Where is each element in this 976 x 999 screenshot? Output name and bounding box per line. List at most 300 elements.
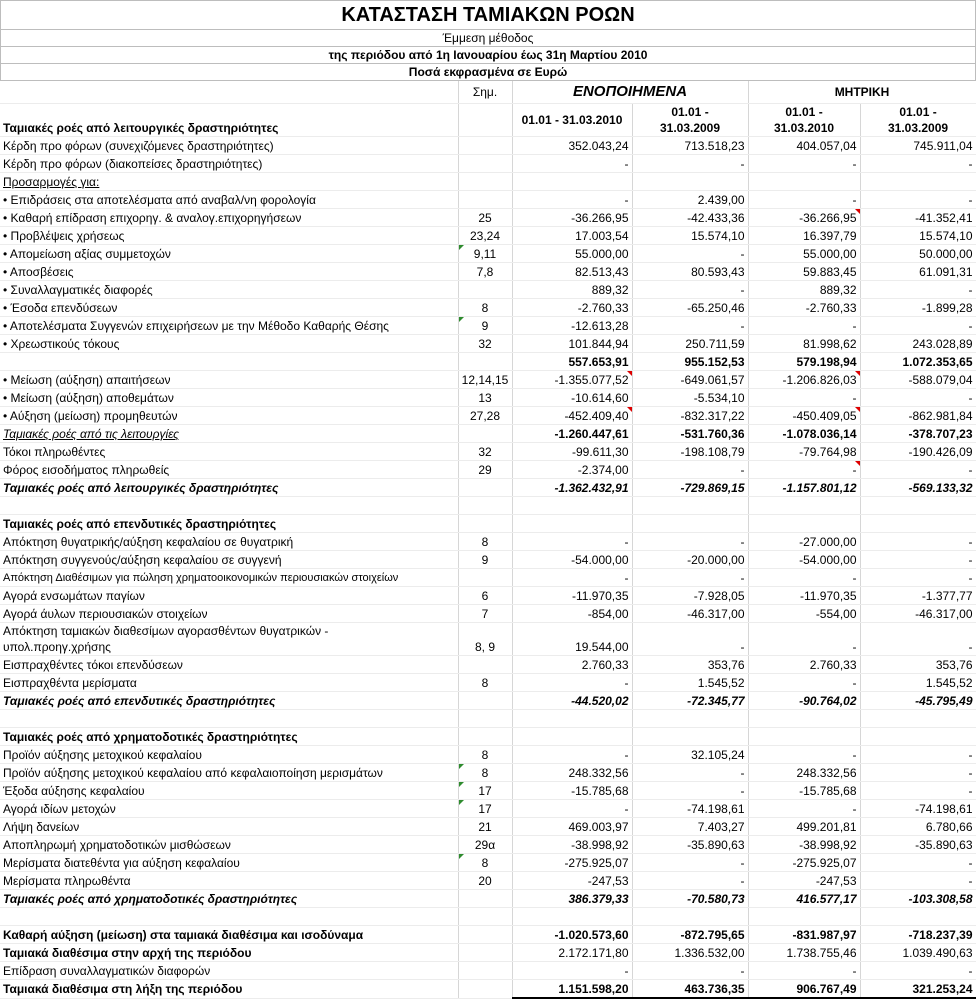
row-value-col1 (512, 728, 632, 746)
row-value-col4: -103.308,58 (860, 890, 976, 908)
row-value-col3: -15.785,68 (748, 782, 860, 800)
row-value-col1: -38.998,92 (512, 836, 632, 854)
row-value-col2: 713.518,23 (632, 137, 748, 155)
row-note (458, 479, 512, 497)
row-note (458, 656, 512, 674)
row-value-col1 (512, 710, 632, 728)
row-value-col3: -1.078.036,14 (748, 425, 860, 443)
row-note (458, 962, 512, 980)
row-value-col2: -531.760,36 (632, 425, 748, 443)
row-value-col2: -74.198,61 (632, 800, 748, 818)
table-row (0, 515, 976, 533)
row-value-col1: -1.260.447,61 (512, 425, 632, 443)
method-subtitle: Έμμεση μέθοδος (1, 30, 976, 47)
row-label: Απόκτηση θυγατρικής/αύξηση κεφαλαίου σε θυγατρική (0, 533, 458, 551)
table-row (0, 479, 976, 497)
row-value-col1: - (512, 569, 632, 587)
row-note (458, 497, 512, 515)
row-label (0, 908, 458, 926)
row-value-col3: - (748, 746, 860, 764)
row-value-col3: -27.000,00 (748, 533, 860, 551)
section-operating-header: Ταμιακές ροές από λειτουργικές δραστηριότητες (0, 104, 458, 137)
row-note: 7 (458, 605, 512, 623)
table-row (0, 371, 976, 389)
table-row (0, 551, 976, 569)
row-value-col2 (632, 728, 748, 746)
row-value-col2: 2.439,00 (632, 191, 748, 209)
table-row (0, 962, 976, 980)
row-value-col4: -46.317,00 (860, 605, 976, 623)
row-label: Κέρδη προ φόρων (διακοπείσες δραστηριότητες) (0, 155, 458, 173)
row-note: 32 (458, 335, 512, 353)
row-note: 13 (458, 389, 512, 407)
row-value-col4: - (860, 551, 976, 569)
row-value-col4 (860, 710, 976, 728)
table-row (0, 674, 976, 692)
row-value-col2: - (632, 872, 748, 890)
row-label: Ταμιακές ροές από χρηματοδοτικές δραστηριότητες (0, 728, 458, 746)
table-row (0, 872, 976, 890)
row-note: 9 (458, 317, 512, 335)
row-value-col2: -832.317,22 (632, 407, 748, 425)
row-value-col4 (860, 728, 976, 746)
table-row (0, 605, 976, 623)
row-value-col4: 745.911,04 (860, 137, 976, 155)
row-value-col4: - (860, 782, 976, 800)
row-value-col3: - (748, 461, 860, 479)
row-value-col2: 7.403,27 (632, 818, 748, 836)
row-value-col3: -36.266,95 (748, 209, 860, 227)
row-value-col1: 386.379,33 (512, 890, 632, 908)
row-value-col3: - (748, 800, 860, 818)
row-value-col2: - (632, 764, 748, 782)
row-value-col3: -275.925,07 (748, 854, 860, 872)
row-value-col4: 353,76 (860, 656, 976, 674)
row-value-col3: - (748, 962, 860, 980)
table-row (0, 800, 976, 818)
row-value-col3: 55.000,00 (748, 245, 860, 263)
row-note (458, 728, 512, 746)
row-value-col4: -74.198,61 (860, 800, 976, 818)
row-value-col2: - (632, 155, 748, 173)
row-label (0, 497, 458, 515)
row-label: Προσαρμογές για: (0, 173, 458, 191)
row-value-col3: 59.883,45 (748, 263, 860, 281)
row-value-col2: -872.795,65 (632, 926, 748, 944)
consolidated-header: ΕΝΟΠΟΙΗΜΕΝΑ (512, 81, 748, 104)
row-value-col2: 1.336.532,00 (632, 944, 748, 962)
row-note: 8 (458, 746, 512, 764)
row-value-col4: -569.133,32 (860, 479, 976, 497)
row-value-col4: -378.707,23 (860, 425, 976, 443)
row-value-col2: - (632, 533, 748, 551)
row-value-col3: - (748, 389, 860, 407)
row-value-col4: -588.079,04 (860, 371, 976, 389)
row-value-col1: -10.614,60 (512, 389, 632, 407)
row-value-col2: -35.890,63 (632, 836, 748, 854)
row-label: Αγορά ενσωμάτων παγίων (0, 587, 458, 605)
row-note: 20 (458, 872, 512, 890)
row-value-col3: -79.764,98 (748, 443, 860, 461)
row-value-col3: - (748, 317, 860, 335)
table-row (0, 155, 976, 173)
row-label: • Απομείωση αξίας συμμετοχών (0, 245, 458, 263)
table-row (0, 587, 976, 605)
report-header (0, 0, 976, 81)
row-note (458, 353, 512, 371)
row-label (0, 353, 458, 371)
row-note: 8 (458, 299, 512, 317)
row-value-col3 (748, 515, 860, 533)
row-value-col1: - (512, 674, 632, 692)
row-value-col1: - (512, 800, 632, 818)
row-value-col1: 82.513,43 (512, 263, 632, 281)
row-value-col2: 250.711,59 (632, 335, 748, 353)
row-value-col1: - (512, 962, 632, 980)
period-subtitle: της περιόδου από 1η Ιανουαρίου έως 31η Μαρτίου 2010 (1, 47, 976, 64)
row-value-col2: 463.736,35 (632, 980, 748, 999)
row-label: Ταμιακές ροές από λειτουργικές δραστηριότητες (0, 479, 458, 497)
row-label: • Μείωση (αύξηση) αποθεμάτων (0, 389, 458, 407)
row-value-col2: 1.545,52 (632, 674, 748, 692)
row-value-col4: - (860, 461, 976, 479)
table-row (0, 854, 976, 872)
row-value-col3 (748, 173, 860, 191)
row-note: 27,28 (458, 407, 512, 425)
row-value-col1: - (512, 746, 632, 764)
row-value-col2: -42.433,36 (632, 209, 748, 227)
row-value-col3: - (748, 674, 860, 692)
table-row (0, 335, 976, 353)
row-value-col2: - (632, 854, 748, 872)
row-note: 8 (458, 533, 512, 551)
row-value-col4: 243.028,89 (860, 335, 976, 353)
row-note: 23,24 (458, 227, 512, 245)
row-value-col1: -1.362.432,91 (512, 479, 632, 497)
row-value-col1: -452.409,40 (512, 407, 632, 425)
row-value-col2: 32.105,24 (632, 746, 748, 764)
row-value-col4: - (860, 764, 976, 782)
row-label: Απόκτηση Διαθέσιμων για πώληση χρηματοοικονομικών περιουσιακών στοιχείων (0, 569, 458, 587)
row-label: Τόκοι πληρωθέντες (0, 443, 458, 461)
row-value-col4: - (860, 872, 976, 890)
row-value-col3: - (748, 191, 860, 209)
row-label: Απόκτηση συγγενούς/αύξηση κεφαλαίου σε συγγενή (0, 551, 458, 569)
row-value-col4: -45.795,49 (860, 692, 976, 710)
table-row (0, 782, 976, 800)
row-note: 21 (458, 818, 512, 836)
row-note (458, 137, 512, 155)
row-value-col4: - (860, 389, 976, 407)
row-value-col1: -854,00 (512, 605, 632, 623)
row-value-col3: -38.998,92 (748, 836, 860, 854)
table-row (0, 926, 976, 944)
row-value-col4 (860, 908, 976, 926)
row-label: Ταμιακά διαθέσιμα στην αρχή της περιόδου (0, 944, 458, 962)
row-note: 9,11 (458, 245, 512, 263)
row-label: Μερίσματα πληρωθέντα (0, 872, 458, 890)
cash-flow-table (0, 81, 976, 999)
row-value-col2 (632, 908, 748, 926)
row-value-col1: 889,32 (512, 281, 632, 299)
row-value-col3: -90.764,02 (748, 692, 860, 710)
row-value-col1 (512, 497, 632, 515)
row-label: • Αποσβέσεις (0, 263, 458, 281)
row-value-col3 (748, 497, 860, 515)
row-value-col4: 50.000,00 (860, 245, 976, 263)
row-value-col3: -450.409,05 (748, 407, 860, 425)
row-note (458, 980, 512, 999)
row-value-col1: 1.151.598,20 (512, 980, 632, 999)
row-value-col4 (860, 497, 976, 515)
row-value-col1: -44.520,02 (512, 692, 632, 710)
row-value-col3: 81.998,62 (748, 335, 860, 353)
table-row (0, 836, 976, 854)
row-label: Ταμιακά διαθέσιμα στη λήξη της περιόδου (0, 980, 458, 999)
row-value-col3: 579.198,94 (748, 353, 860, 371)
row-value-col2: - (632, 623, 748, 656)
row-value-col2 (632, 515, 748, 533)
row-value-col1: -1.355.077,52 (512, 371, 632, 389)
row-label: Προϊόν αύξησης μετοχικού κεφαλαίου (0, 746, 458, 764)
row-value-col2: -65.250,46 (632, 299, 748, 317)
row-value-col3: - (748, 623, 860, 656)
row-note (458, 908, 512, 926)
row-note: 12,14,15 (458, 371, 512, 389)
row-value-col4: - (860, 746, 976, 764)
row-label: Απόκτηση ταμιακών διαθεσίμων αγορασθέντων θυγατρικών - υπολ.προηγ.χρήσης (0, 623, 458, 656)
row-value-col4: 61.091,31 (860, 263, 976, 281)
row-note: 8 (458, 854, 512, 872)
row-label: • Συναλλαγματικές διαφορές (0, 281, 458, 299)
row-note (458, 173, 512, 191)
row-value-col1: 19.544,00 (512, 623, 632, 656)
row-label: • Χρεωστικούς τόκους (0, 335, 458, 353)
row-value-col2 (632, 173, 748, 191)
row-value-col4: -1.899,28 (860, 299, 976, 317)
row-note: 8 (458, 674, 512, 692)
row-value-col3 (748, 710, 860, 728)
row-value-col3: 906.767,49 (748, 980, 860, 999)
row-value-col1: -54.000,00 (512, 551, 632, 569)
row-value-col3: 889,32 (748, 281, 860, 299)
row-note (458, 692, 512, 710)
row-label: Ταμιακές ροές από χρηματοδοτικές δραστηριότητες (0, 890, 458, 908)
row-value-col1: 17.003,54 (512, 227, 632, 245)
row-value-col1: - (512, 533, 632, 551)
row-value-col4: 1.039.490,63 (860, 944, 976, 962)
row-value-col3: 1.738.755,46 (748, 944, 860, 962)
row-label: Αγορά ιδίων μετοχών (0, 800, 458, 818)
row-value-col3 (748, 728, 860, 746)
row-label: Αγορά άυλων περιουσιακών στοιχείων (0, 605, 458, 623)
row-value-col1 (512, 515, 632, 533)
row-value-col4: -1.377,77 (860, 587, 976, 605)
row-value-col1: -36.266,95 (512, 209, 632, 227)
row-value-col4: 15.574,10 (860, 227, 976, 245)
row-value-col3: -2.760,33 (748, 299, 860, 317)
table-row (0, 227, 976, 245)
table-row (0, 299, 976, 317)
row-value-col2: -5.534,10 (632, 389, 748, 407)
col3-header: 01.01 - 31.03.2010 (748, 104, 860, 137)
row-label: Έξοδα αύξησης κεφαλαίου (0, 782, 458, 800)
row-label: • Μείωση (αύξηση) απαιτήσεων (0, 371, 458, 389)
row-note (458, 926, 512, 944)
row-value-col3: -11.970,35 (748, 587, 860, 605)
table-row (0, 407, 976, 425)
row-value-col2: - (632, 281, 748, 299)
row-value-col1: 469.003,97 (512, 818, 632, 836)
row-note: 7,8 (458, 263, 512, 281)
row-value-col1: 2.760,33 (512, 656, 632, 674)
row-value-col2: -729.869,15 (632, 479, 748, 497)
row-label (0, 710, 458, 728)
row-value-col1: -1.020.573,60 (512, 926, 632, 944)
col1-header: 01.01 - 31.03.2010 (512, 104, 632, 137)
row-value-col1: - (512, 191, 632, 209)
row-label: • Αύξηση (μείωση) προμηθευτών (0, 407, 458, 425)
row-value-col2: -72.345,77 (632, 692, 748, 710)
row-value-col4: 1.072.353,65 (860, 353, 976, 371)
row-label: Φόρος εισοδήματος πληρωθείς (0, 461, 458, 479)
row-value-col4: - (860, 281, 976, 299)
row-note: 29 (458, 461, 512, 479)
row-value-col4: - (860, 962, 976, 980)
table-row (0, 746, 976, 764)
row-value-col2: 353,76 (632, 656, 748, 674)
row-note: 6 (458, 587, 512, 605)
row-note: 32 (458, 443, 512, 461)
row-value-col1: - (512, 155, 632, 173)
row-value-col1: -12.613,28 (512, 317, 632, 335)
table-row (0, 980, 976, 999)
row-value-col3: -831.987,97 (748, 926, 860, 944)
row-value-col4: - (860, 854, 976, 872)
row-value-col3: 404.057,04 (748, 137, 860, 155)
row-value-col1: 248.332,56 (512, 764, 632, 782)
row-note: 17 (458, 782, 512, 800)
row-value-col3: -554,00 (748, 605, 860, 623)
row-value-col1: -2.374,00 (512, 461, 632, 479)
table-row (0, 908, 976, 926)
row-value-col2: -198.108,79 (632, 443, 748, 461)
row-value-col4: 1.545,52 (860, 674, 976, 692)
row-note: 29α (458, 836, 512, 854)
row-note: 25 (458, 209, 512, 227)
table-row (0, 461, 976, 479)
row-value-col2: - (632, 569, 748, 587)
row-value-col3 (748, 908, 860, 926)
row-value-col2: -20.000,00 (632, 551, 748, 569)
row-note (458, 281, 512, 299)
row-label: • Αποτελέσματα Συγγενών επιχειρήσεων με την Μέθοδο Καθαρής Θέσης (0, 317, 458, 335)
table-row (0, 209, 976, 227)
note-header: Σημ. (458, 81, 512, 104)
row-note (458, 155, 512, 173)
row-value-col4 (860, 515, 976, 533)
table-row (0, 245, 976, 263)
row-note (458, 710, 512, 728)
table-row (0, 263, 976, 281)
row-label: Επίδραση συναλλαγματικών διαφορών (0, 962, 458, 980)
row-note: 9 (458, 551, 512, 569)
row-value-col3: - (748, 155, 860, 173)
row-label: Εισπραχθέντες τόκοι επενδύσεων (0, 656, 458, 674)
row-value-col4: -41.352,41 (860, 209, 976, 227)
row-value-col3: 248.332,56 (748, 764, 860, 782)
table-row (0, 623, 976, 656)
row-value-col1: -2.760,33 (512, 299, 632, 317)
row-value-col2: - (632, 962, 748, 980)
row-value-col2: - (632, 461, 748, 479)
row-note (458, 569, 512, 587)
row-value-col3: 2.760,33 (748, 656, 860, 674)
row-value-col2: 80.593,43 (632, 263, 748, 281)
row-value-col2 (632, 710, 748, 728)
row-value-col2: -7.928,05 (632, 587, 748, 605)
row-value-col2: -70.580,73 (632, 890, 748, 908)
table-row (0, 890, 976, 908)
row-value-col4: - (860, 623, 976, 656)
row-label: • Επιδράσεις στα αποτελέσματα από αναβαλ/νη φορολογία (0, 191, 458, 209)
row-value-col4: - (860, 191, 976, 209)
row-label: Ταμιακές ροές από επενδυτικές δραστηριότητες (0, 692, 458, 710)
row-value-col4: -190.426,09 (860, 443, 976, 461)
row-note: 17 (458, 800, 512, 818)
row-label: Προϊόν αύξησης μετοχικού κεφαλαίου από κεφαλαιοποίηση μερισμάτων (0, 764, 458, 782)
row-value-col2 (632, 497, 748, 515)
row-value-col1 (512, 173, 632, 191)
row-value-col3: 499.201,81 (748, 818, 860, 836)
table-row (0, 353, 976, 371)
row-value-col2: - (632, 782, 748, 800)
row-label: Λήψη δανείων (0, 818, 458, 836)
row-value-col2: 955.152,53 (632, 353, 748, 371)
table-row (0, 389, 976, 407)
row-label: • Προβλέψεις χρήσεως (0, 227, 458, 245)
row-value-col2: 15.574,10 (632, 227, 748, 245)
row-value-col4: 321.253,24 (860, 980, 976, 999)
table-row (0, 281, 976, 299)
row-label: • Καθαρή επίδραση επιχορηγ. & αναλογ.επιχορηγήσεων (0, 209, 458, 227)
row-value-col2: -46.317,00 (632, 605, 748, 623)
row-value-col1 (512, 908, 632, 926)
row-note: 8 (458, 764, 512, 782)
row-value-col3: 416.577,17 (748, 890, 860, 908)
table-row (0, 656, 976, 674)
row-value-col3: -1.206.826,03 (748, 371, 860, 389)
table-row (0, 425, 976, 443)
col2-header: 01.01 - 31.03.2009 (632, 104, 748, 137)
row-value-col3: 16.397,79 (748, 227, 860, 245)
row-label: Ταμιακές ροές από τις λειτουργίες (0, 425, 458, 443)
row-value-col3: -247,53 (748, 872, 860, 890)
row-value-col2: - (632, 245, 748, 263)
row-value-col1: 55.000,00 (512, 245, 632, 263)
row-label: Αποπληρωμή χρηματοδοτικών μισθώσεων (0, 836, 458, 854)
row-value-col4: -862.981,84 (860, 407, 976, 425)
row-value-col1: 557.653,91 (512, 353, 632, 371)
row-label: Καθαρή αύξηση (μείωση) στα ταμιακά διαθέσιμα και ισοδύναμα (0, 926, 458, 944)
row-value-col4: -718.237,39 (860, 926, 976, 944)
report-title: ΚΑΤΑΣΤΑΣΗ ΤΑΜΙΑΚΩΝ ΡΟΩΝ (1, 1, 976, 30)
row-value-col1: 101.844,94 (512, 335, 632, 353)
col4-header: 01.01 - 31.03.2009 (860, 104, 976, 137)
row-value-col2: - (632, 317, 748, 335)
row-label: • Έσοδα επενδύσεων (0, 299, 458, 317)
row-value-col4: -35.890,63 (860, 836, 976, 854)
